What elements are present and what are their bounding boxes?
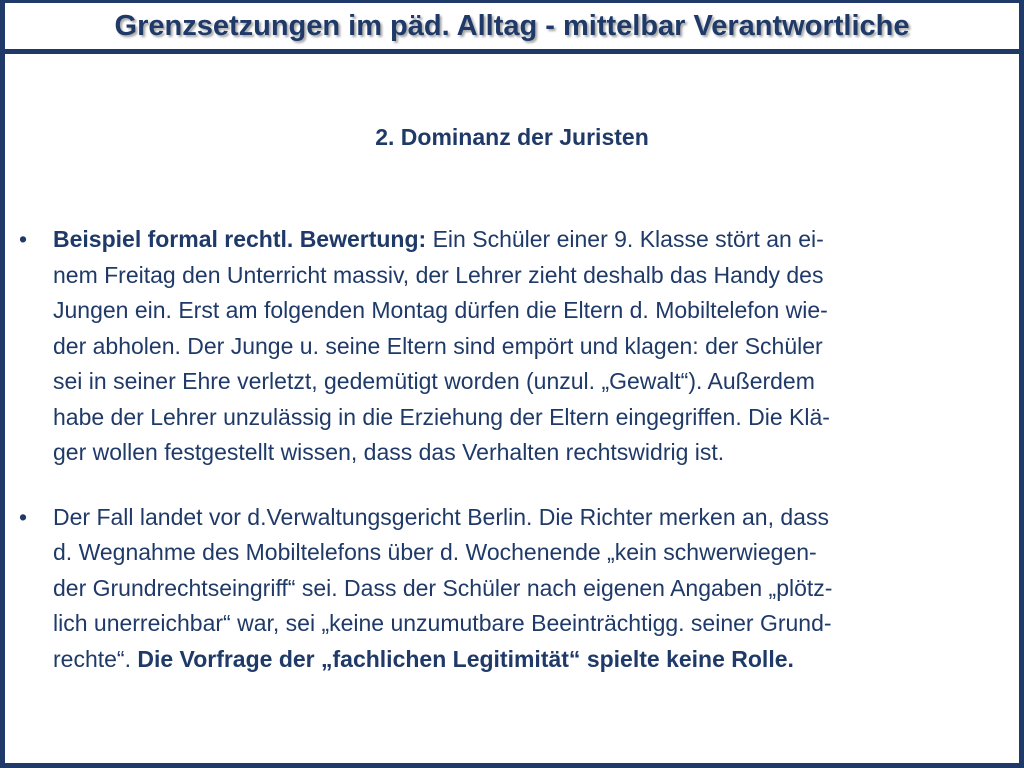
bullet-line: Der Fall landet vor d.Verwaltungsgericht Berlin. Die Richter merken an, dass — [53, 503, 829, 530]
bullet-conclusion-bold: Die Vorfrage der „fachlichen Legitimität“ spielte keine Rolle. — [137, 645, 794, 672]
bullet-line: d. Wegnahme des Mobiltelefons über d. Wochenende „kein schwerwiegen- — [53, 539, 817, 565]
bullet-line: lich unerreichbar“ war, sei „keine unzumutbare Beeinträchtigg. seiner Grund- — [53, 610, 832, 636]
bullet-line: ger wollen festgestellt wissen, dass das Verhalten rechtswidrig ist. — [53, 439, 725, 465]
bullet-dot-icon: • — [19, 503, 28, 530]
bullet-line — [53, 642, 1005, 678]
bullet-text: Ein Schüler einer 9. Klasse stört an ei- — [426, 226, 824, 252]
bullet-lead-bold: Beispiel formal rechtl. Bewertung: — [53, 226, 427, 252]
bullet-item-court-case — [19, 500, 1005, 678]
bullet-list — [19, 222, 1005, 677]
bullet-text: rechte“. — [53, 645, 138, 672]
bullet-line: habe der Lehrer unzulässig in die Erziehung der Eltern eingegriffen. Die Klä- — [53, 403, 830, 430]
bullet-line: der abholen. Der Junge u. seine Eltern sind empört und klagen: der Schüler — [53, 332, 823, 359]
bullet-line — [53, 222, 1005, 258]
bullet-line: Jungen ein. Erst am folgenden Montag dürfen die Eltern d. Mobiltelefon wie- — [53, 297, 828, 323]
bullet-dot-icon: • — [19, 226, 28, 252]
bullet-line: nem Freitag den Unterricht massiv, der Lehrer zieht deshalb das Handy des — [53, 261, 824, 288]
slide-title: Grenzsetzungen im päd. Alltag - mittelbar Verantwortliche — [114, 9, 910, 42]
bullet-item-example — [19, 222, 1005, 471]
bullet-line: der Grundrechtseingriff“ sei. Dass der Schüler nach eigenen Angaben „plötz- — [53, 574, 833, 601]
slide-subtitle: 2. Dominanz der Juristen — [375, 124, 649, 150]
bullet-line: sei in seiner Ehre verletzt, gedemütigt worden (unzul. „Gewalt“). Außerdem — [53, 368, 815, 394]
title-bar — [5, 0, 1019, 54]
